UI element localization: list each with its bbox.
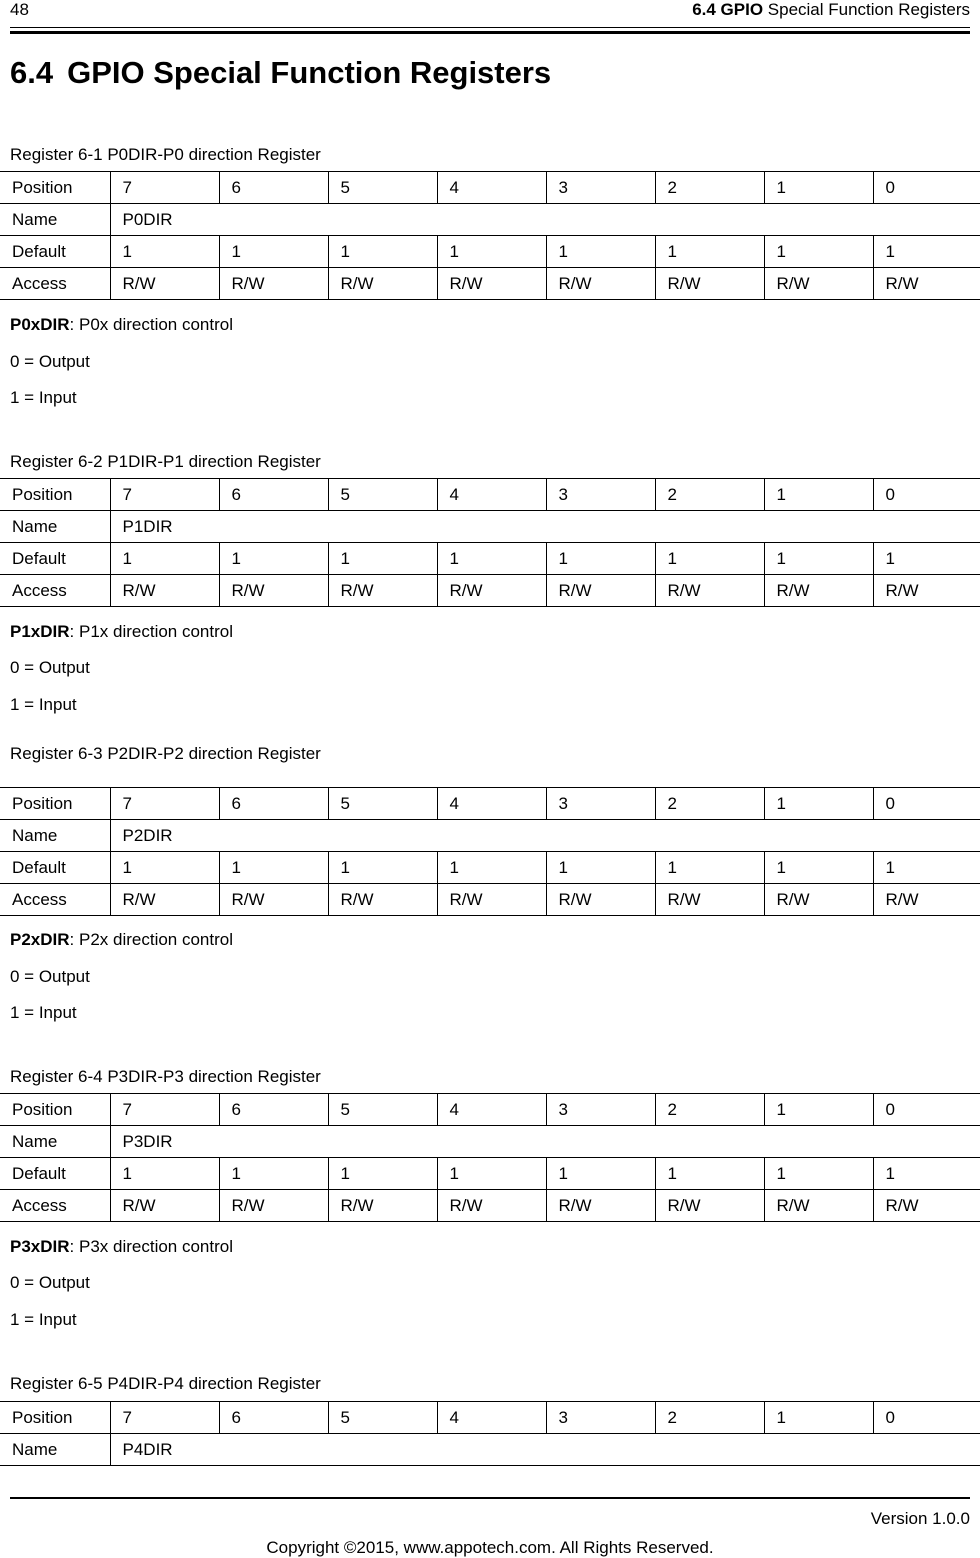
position-row (0, 479, 980, 511)
table-cell: 6 (219, 172, 328, 204)
register-table-p1dir (0, 478, 980, 607)
name-row (0, 1434, 980, 1466)
page-title (10, 55, 551, 91)
table-cell: R/W (219, 884, 328, 916)
table-cell: 1 (546, 852, 655, 884)
field-text: : P2x direction control (69, 930, 233, 949)
table-cell: 1 (764, 543, 873, 575)
table-cell: 1 (764, 172, 873, 204)
table-cell: R/W (655, 884, 764, 916)
value-input: 1 = Input (10, 1003, 77, 1022)
table-cell: 1 (328, 236, 437, 268)
table-cell: Access (0, 884, 110, 916)
field-description (10, 930, 233, 950)
table-cell: 5 (328, 479, 437, 511)
field-text: : P3x direction control (69, 1237, 233, 1256)
table-cell: 1 (764, 236, 873, 268)
value-output: 0 = Output (10, 658, 90, 677)
table-cell: R/W (655, 1190, 764, 1222)
table-cell: R/W (219, 575, 328, 607)
register-caption: Register 6-1 P0DIR-P0 direction Register (10, 145, 321, 164)
table-cell: Access (0, 268, 110, 300)
table-cell: 1 (219, 543, 328, 575)
register-table-p0dir (0, 171, 980, 300)
table-cell: 1 (873, 236, 980, 268)
field-text: : P1x direction control (69, 622, 233, 641)
field-text: : P0x direction control (69, 315, 233, 334)
position-row (0, 1094, 980, 1126)
table-cell: 7 (110, 788, 219, 820)
field-name: P1xDIR (10, 622, 70, 641)
table-cell: R/W (110, 884, 219, 916)
table-cell: P0DIR (110, 204, 980, 236)
value-output: 0 = Output (10, 967, 90, 986)
table-cell: R/W (873, 268, 980, 300)
table-cell: 2 (655, 172, 764, 204)
table-cell: 5 (328, 172, 437, 204)
default-row (0, 1158, 980, 1190)
table-cell: P3DIR (110, 1126, 980, 1158)
page-number: 48 (10, 0, 29, 19)
table-cell: 1 (328, 1158, 437, 1190)
table-cell: 1 (110, 543, 219, 575)
running-header-rest: Special Function Registers (763, 0, 970, 19)
table-cell: Default (0, 236, 110, 268)
table-cell: Position (0, 1094, 110, 1126)
table-cell: 1 (219, 236, 328, 268)
register-table-p2dir (0, 787, 980, 916)
register-caption: Register 6-4 P3DIR-P3 direction Register (10, 1067, 321, 1086)
section-number: 6.4 (10, 55, 54, 90)
table-cell: R/W (328, 1190, 437, 1222)
access-row (0, 1190, 980, 1222)
field-name: P3xDIR (10, 1237, 70, 1256)
table-cell: P1DIR (110, 511, 980, 543)
table-cell: 1 (546, 543, 655, 575)
table-cell: 1 (764, 788, 873, 820)
table-cell: R/W (546, 575, 655, 607)
default-row (0, 236, 980, 268)
copyright-notice: Copyright ©2015, www.appotech.com. All Rights Reserved. (266, 1538, 714, 1557)
table-cell: 4 (437, 1094, 546, 1126)
table-cell: Position (0, 788, 110, 820)
register-caption: Register 6-5 P4DIR-P4 direction Register (10, 1374, 321, 1393)
table-cell: 3 (546, 1402, 655, 1434)
table-cell: Default (0, 1158, 110, 1190)
section-heading: GPIO Special Function Registers (67, 55, 552, 90)
table-cell: 6 (219, 479, 328, 511)
table-cell: R/W (764, 1190, 873, 1222)
table-cell: 5 (328, 1402, 437, 1434)
table-cell: P4DIR (110, 1434, 980, 1466)
table-cell: 3 (546, 479, 655, 511)
footer-rule (10, 1497, 970, 1499)
table-cell: R/W (764, 575, 873, 607)
default-row (0, 543, 980, 575)
table-cell: R/W (546, 268, 655, 300)
table-cell: Position (0, 1402, 110, 1434)
table-cell: R/W (110, 1190, 219, 1222)
table-cell: 4 (437, 479, 546, 511)
table-cell: R/W (764, 884, 873, 916)
table-cell: 0 (873, 1094, 980, 1126)
table-cell: 1 (437, 543, 546, 575)
table-cell: 1 (873, 1158, 980, 1190)
table-cell: 1 (437, 852, 546, 884)
register-table-p4dir (0, 1401, 980, 1466)
table-cell: 1 (655, 852, 764, 884)
value-output: 0 = Output (10, 1273, 90, 1292)
table-cell: 1 (655, 543, 764, 575)
table-cell: 1 (110, 1158, 219, 1190)
table-cell: P2DIR (110, 820, 980, 852)
table-cell: 1 (437, 1158, 546, 1190)
table-cell: 2 (655, 788, 764, 820)
table-cell: R/W (546, 884, 655, 916)
table-cell: 3 (546, 788, 655, 820)
table-cell: 1 (764, 479, 873, 511)
table-cell: 1 (873, 543, 980, 575)
table-cell: 4 (437, 788, 546, 820)
table-cell: Name (0, 820, 110, 852)
table-cell: Position (0, 172, 110, 204)
field-description (10, 1237, 233, 1257)
table-cell: 0 (873, 1402, 980, 1434)
table-cell: 2 (655, 479, 764, 511)
position-row (0, 1402, 980, 1434)
table-cell: 7 (110, 172, 219, 204)
default-row (0, 852, 980, 884)
table-cell: R/W (219, 1190, 328, 1222)
register-table-p3dir (0, 1093, 980, 1222)
field-description (10, 315, 233, 335)
table-cell: R/W (873, 575, 980, 607)
running-header-bold: 6.4 GPIO (692, 0, 764, 19)
table-cell: R/W (546, 1190, 655, 1222)
table-cell: Position (0, 479, 110, 511)
table-cell: 5 (328, 1094, 437, 1126)
table-cell: 4 (437, 172, 546, 204)
table-cell: R/W (437, 575, 546, 607)
name-row (0, 1126, 980, 1158)
table-cell: 1 (219, 1158, 328, 1190)
table-cell: 1 (764, 1158, 873, 1190)
table-cell: 1 (219, 852, 328, 884)
table-cell: 4 (437, 1402, 546, 1434)
table-cell: 1 (655, 1158, 764, 1190)
table-cell: 1 (110, 852, 219, 884)
register-caption: Register 6-2 P1DIR-P1 direction Register (10, 452, 321, 471)
table-cell: R/W (764, 268, 873, 300)
register-caption: Register 6-3 P2DIR-P2 direction Register (10, 744, 321, 763)
access-row (0, 268, 980, 300)
table-cell: 1 (437, 236, 546, 268)
table-cell: 1 (110, 236, 219, 268)
table-cell: R/W (437, 884, 546, 916)
position-row (0, 172, 980, 204)
field-name: P2xDIR (10, 930, 70, 949)
table-cell: R/W (655, 268, 764, 300)
value-output: 0 = Output (10, 352, 90, 371)
table-cell: Name (0, 204, 110, 236)
value-input: 1 = Input (10, 1310, 77, 1329)
position-row (0, 788, 980, 820)
table-cell: 1 (328, 852, 437, 884)
table-cell: Access (0, 1190, 110, 1222)
table-cell: 0 (873, 172, 980, 204)
table-cell: 1 (546, 1158, 655, 1190)
table-cell: 7 (110, 1402, 219, 1434)
table-cell: R/W (110, 268, 219, 300)
name-row (0, 204, 980, 236)
table-cell: R/W (219, 268, 328, 300)
name-row (0, 511, 980, 543)
table-cell: 1 (873, 852, 980, 884)
header-rule-thin (10, 27, 970, 28)
table-cell: R/W (328, 575, 437, 607)
table-cell: 2 (655, 1094, 764, 1126)
access-row (0, 575, 980, 607)
table-cell: R/W (110, 575, 219, 607)
table-cell: 1 (764, 852, 873, 884)
table-cell: 3 (546, 172, 655, 204)
value-input: 1 = Input (10, 695, 77, 714)
table-cell: 7 (110, 479, 219, 511)
table-cell: Name (0, 1126, 110, 1158)
table-cell: R/W (655, 575, 764, 607)
table-cell: R/W (437, 1190, 546, 1222)
table-cell: R/W (437, 268, 546, 300)
table-cell: 0 (873, 479, 980, 511)
table-cell: Default (0, 852, 110, 884)
field-name: P0xDIR (10, 315, 70, 334)
table-cell: 1 (655, 236, 764, 268)
name-row (0, 820, 980, 852)
table-cell: R/W (328, 884, 437, 916)
table-cell: 7 (110, 1094, 219, 1126)
table-cell: R/W (873, 884, 980, 916)
table-cell: 6 (219, 788, 328, 820)
field-description (10, 622, 233, 642)
table-cell: 1 (328, 543, 437, 575)
table-cell: Access (0, 575, 110, 607)
running-header (692, 0, 970, 20)
table-cell: Name (0, 511, 110, 543)
table-cell: 0 (873, 788, 980, 820)
access-row (0, 884, 980, 916)
table-cell: R/W (873, 1190, 980, 1222)
table-cell: 3 (546, 1094, 655, 1126)
table-cell: Default (0, 543, 110, 575)
table-cell: 6 (219, 1402, 328, 1434)
table-cell: Name (0, 1434, 110, 1466)
table-cell: R/W (328, 268, 437, 300)
table-cell: 5 (328, 788, 437, 820)
table-cell: 6 (219, 1094, 328, 1126)
header-rule-thick (10, 31, 970, 34)
table-cell: 1 (764, 1402, 873, 1434)
table-cell: 1 (764, 1094, 873, 1126)
value-input: 1 = Input (10, 388, 77, 407)
version-label: Version 1.0.0 (870, 1509, 970, 1528)
table-cell: 1 (546, 236, 655, 268)
table-cell: 2 (655, 1402, 764, 1434)
